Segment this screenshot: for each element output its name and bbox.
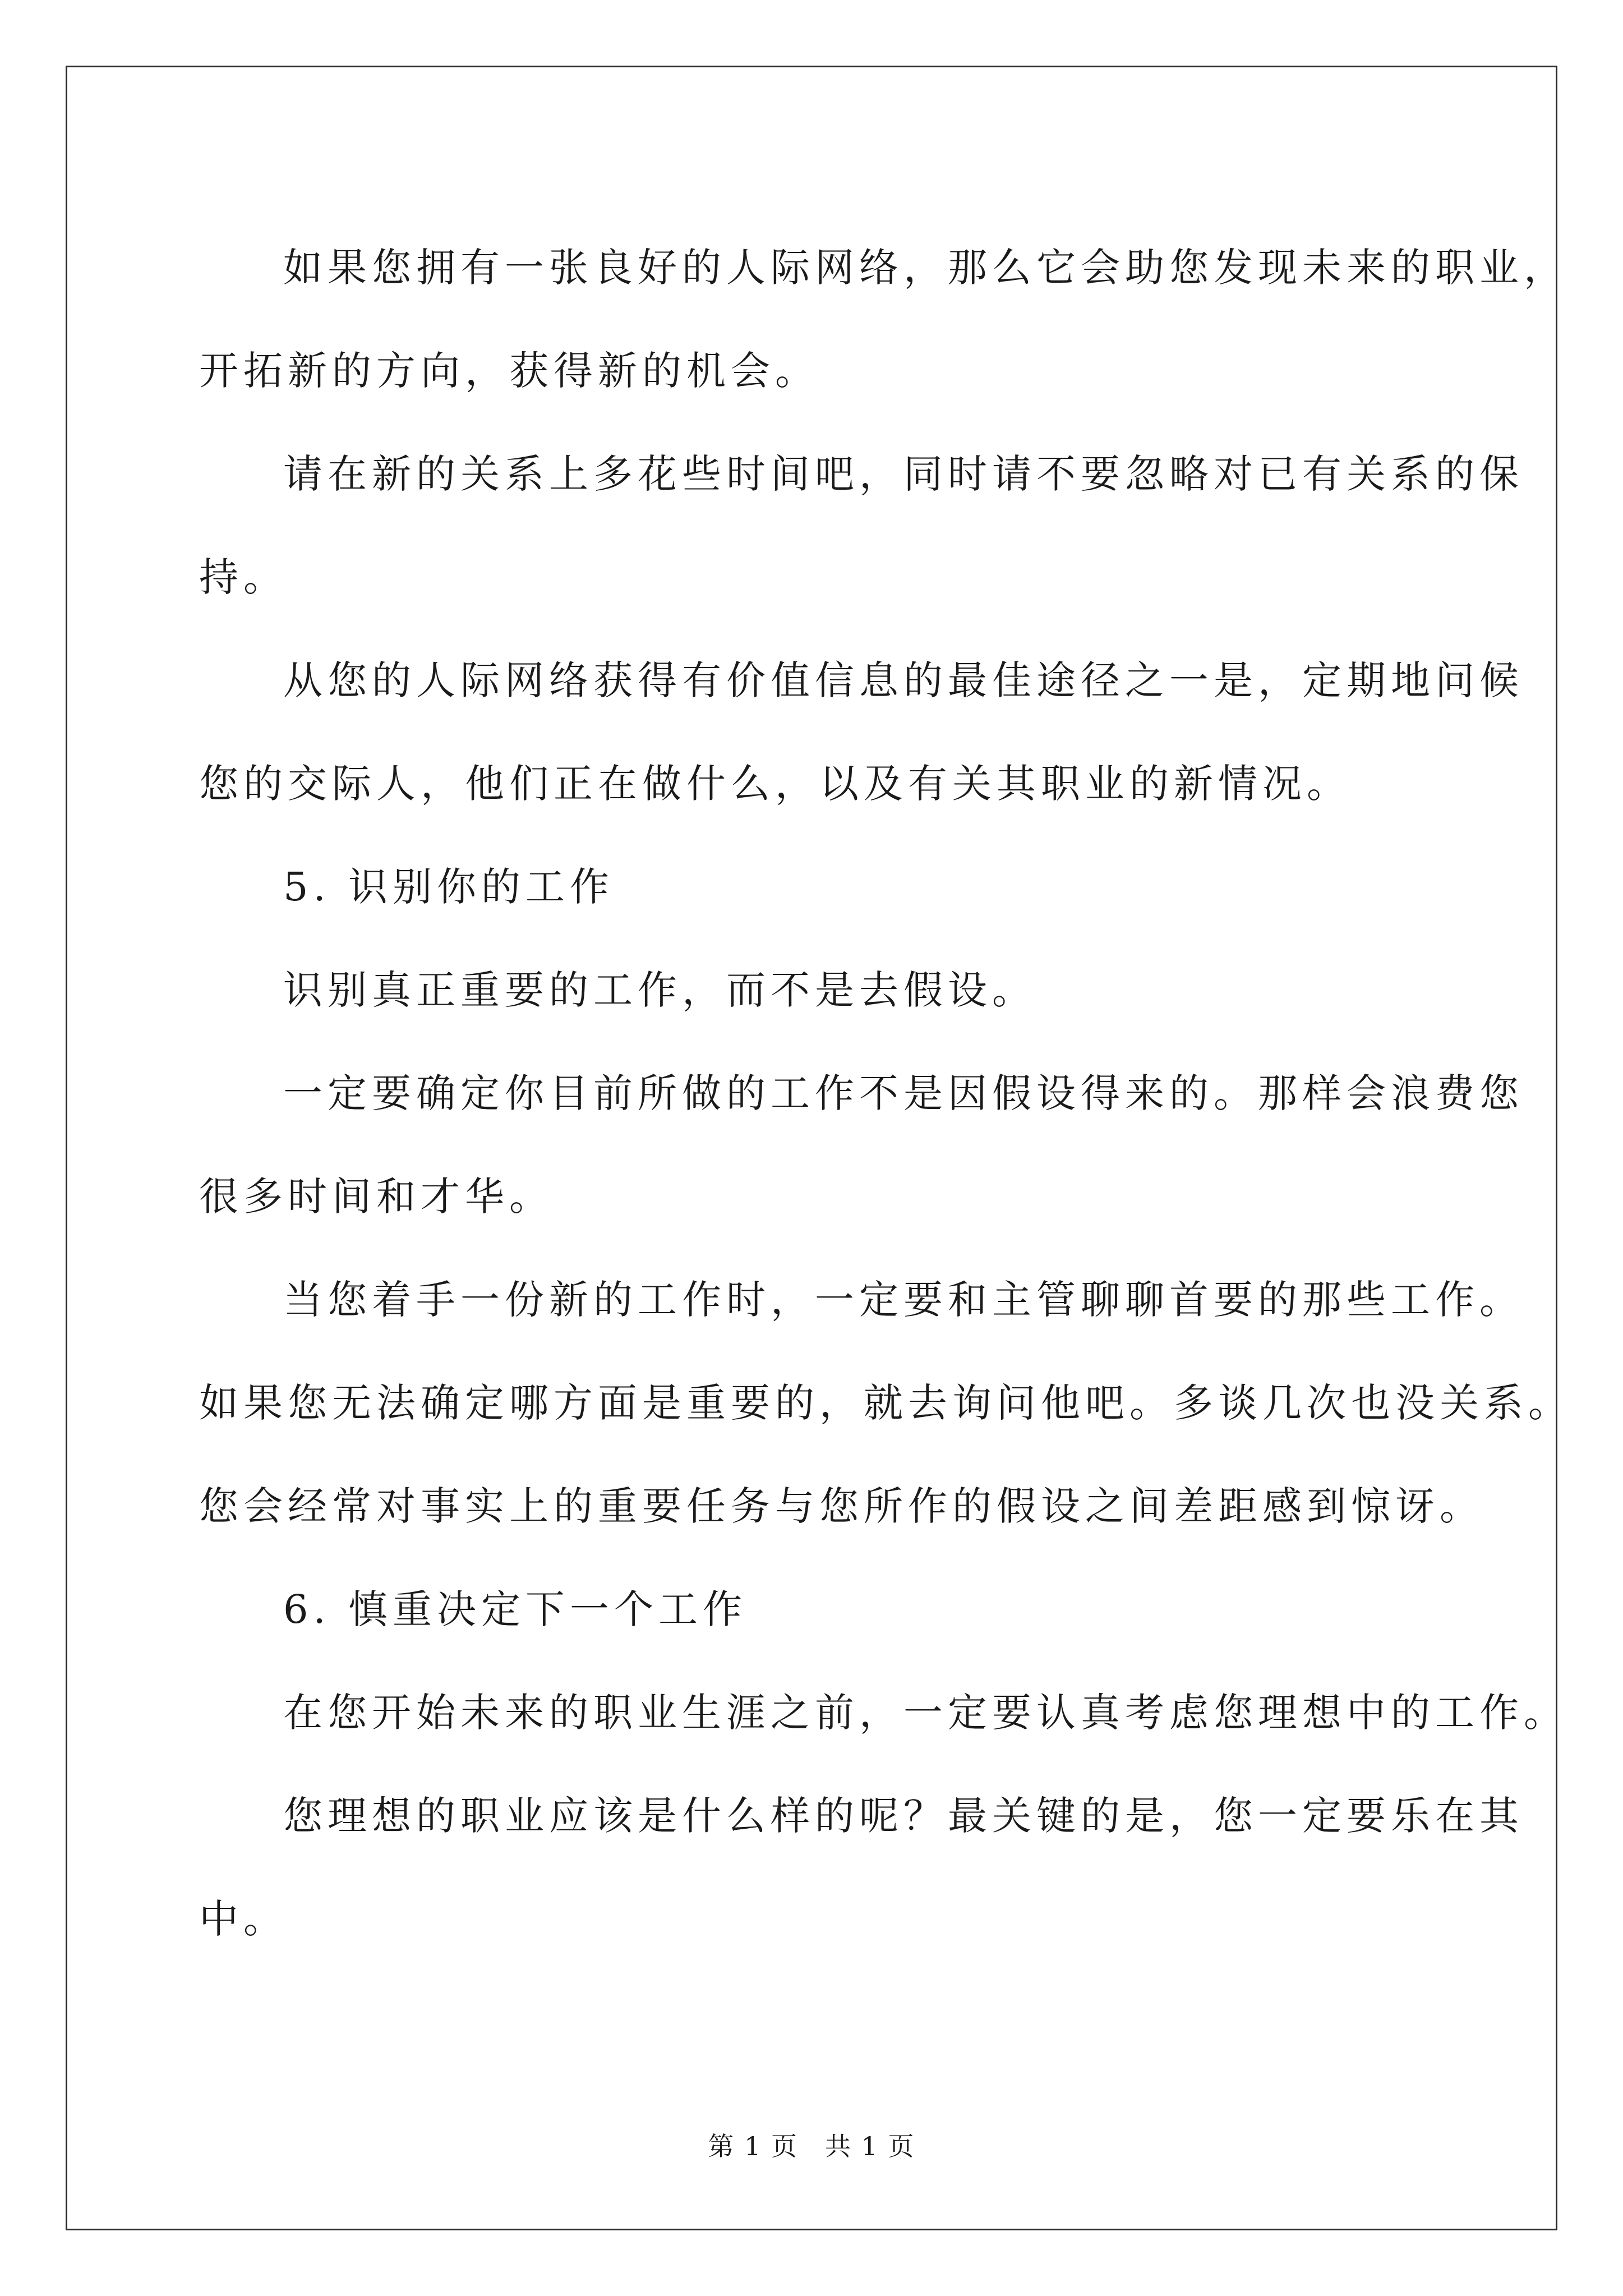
document-body [199,216,1573,1971]
section-heading: 5. 识别你的工作 [283,864,615,910]
page-footer [0,2126,1623,2163]
text-line: 如果您拥有一张良好的人际网络，那么它会助您发现未来的职业， [283,245,1568,291]
text-line: 持。 [199,554,288,600]
text-line: 您理想的职业应该是什么样的呢？最关键的是，您一定要乐在其 [283,1793,1524,1839]
text-line: 开拓新的方向，获得新的机会。 [199,348,819,394]
page-number: 第 1 页 共 1 页 [708,2131,915,2161]
text-line: 识别真正重要的工作，而不是去假设。 [283,967,1036,1013]
text-line: 很多时间和才华。 [199,1174,554,1220]
text-line: 如果您无法确定哪方面是重要的，就去询问他吧。多谈几次也没关系。 [199,1380,1573,1426]
text-line: 请在新的关系上多花些时间吧，同时请不要忽略对已有关系的保 [283,451,1524,497]
text-line: 中。 [199,1896,288,1942]
text-line: 一定要确定你目前所做的工作不是因假设得来的。那样会浪费您 [283,1070,1524,1116]
text-line: 当您着手一份新的工作时，一定要和主管聊聊首要的那些工作。 [283,1277,1524,1323]
text-line: 您的交际人，他们正在做什么，以及有关其职业的新情况。 [199,761,1351,807]
text-line: 在您开始未来的职业生涯之前，一定要认真考虑您理想中的工作。 [283,1690,1568,1736]
section-heading: 6. 慎重决定下一个工作 [283,1586,748,1632]
text-line: 您会经常对事实上的重要任务与您所作的假设之间差距感到惊讶。 [199,1483,1484,1529]
text-line: 从您的人际网络获得有价值信息的最佳途径之一是，定期地问候 [283,657,1524,703]
